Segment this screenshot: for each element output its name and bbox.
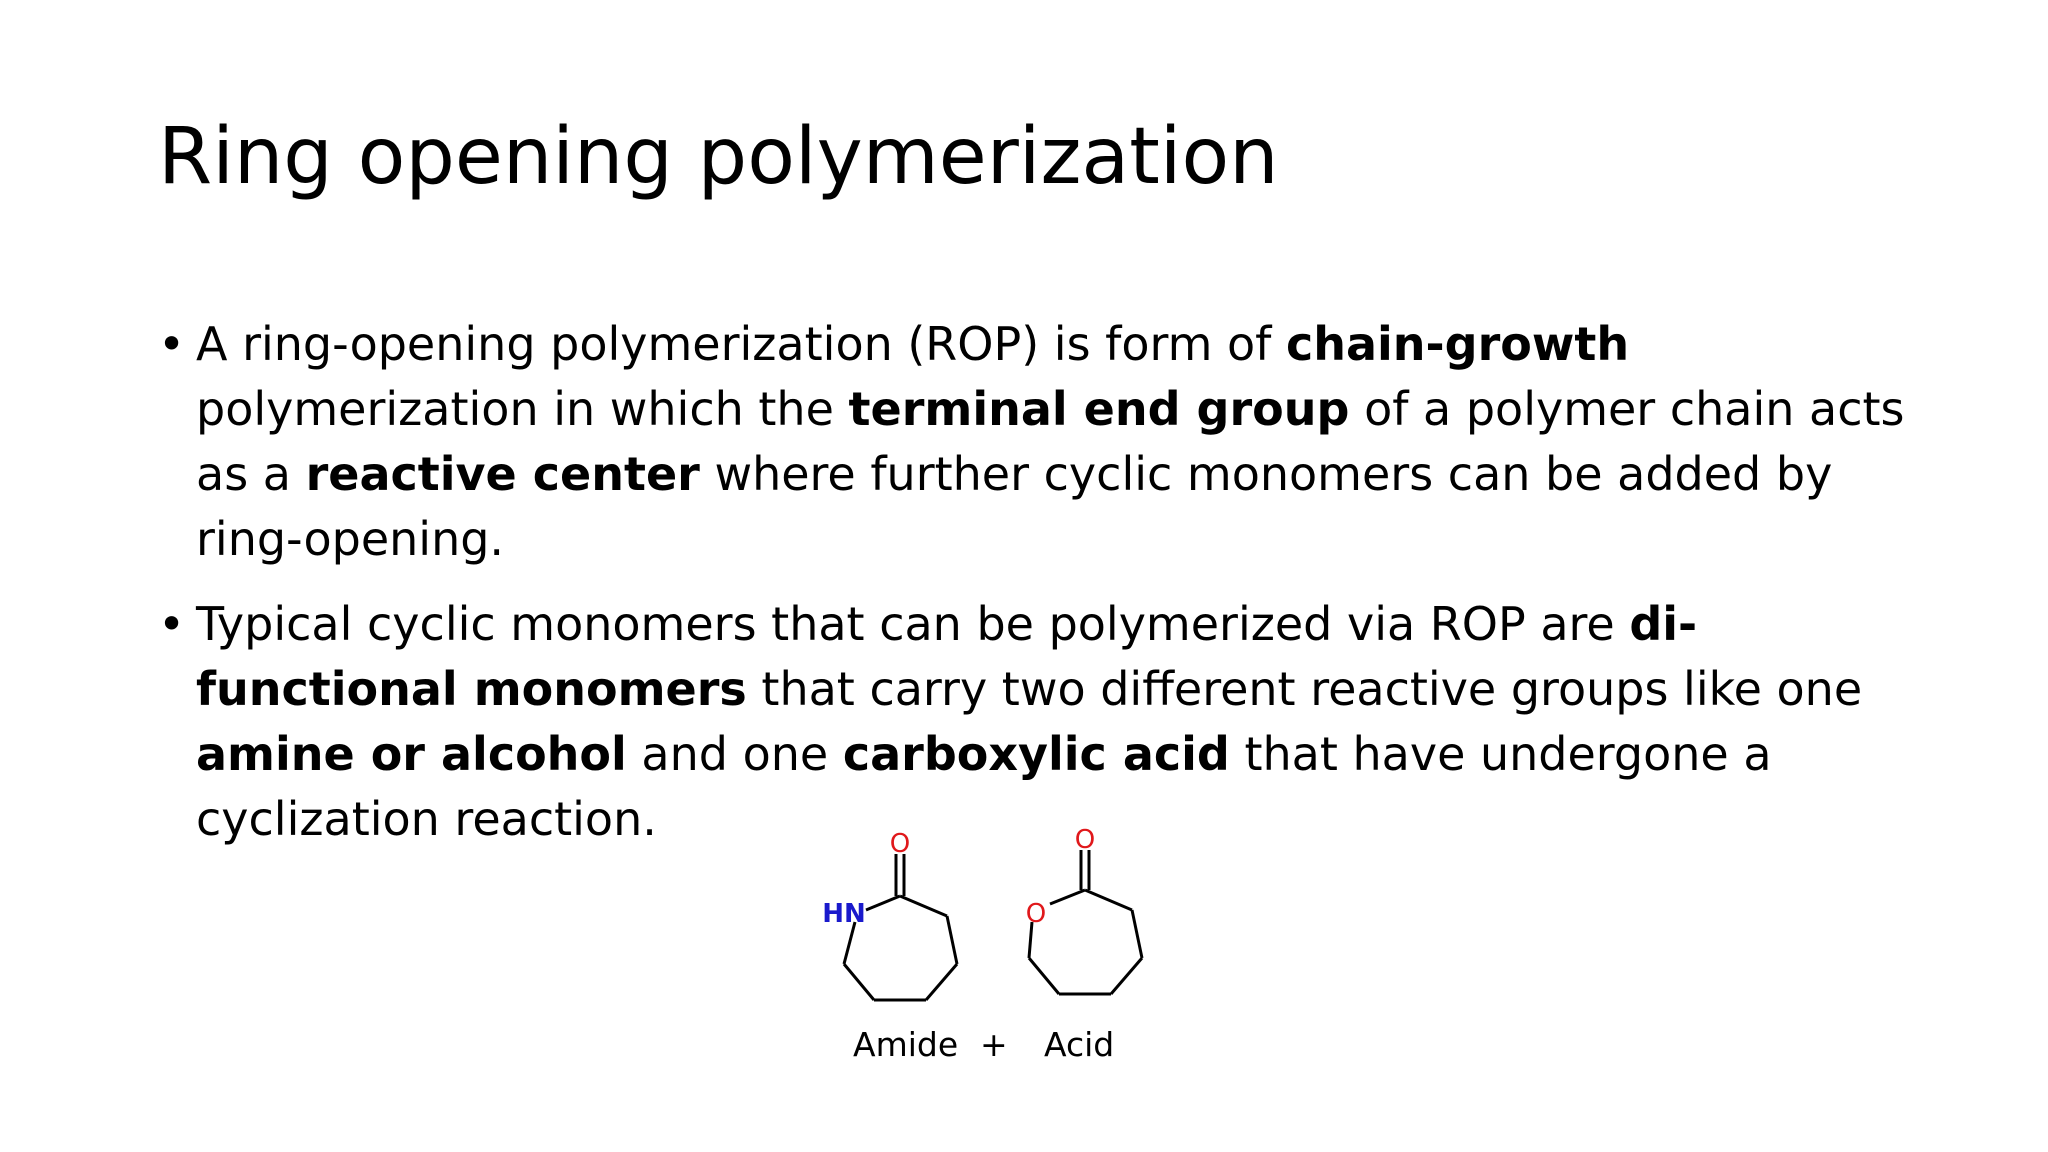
bullet-text-bold: amine or alcohol: [196, 727, 627, 781]
bullet-item: [158, 592, 1918, 852]
bullet-text-segment: and one: [626, 727, 843, 781]
bullet-text-bold: reactive center: [305, 447, 700, 501]
bullet-list: [158, 312, 1918, 872]
bullet-text-segment: A ring-opening polymerization (ROP) is form of: [196, 317, 1286, 371]
bullet-text-segment: where further cyclic monomers can be added by ring-opening.: [196, 447, 1833, 566]
carbonyl-oxygen-label: O: [889, 829, 911, 859]
bullet-text-bold: di-functional monomers: [196, 597, 1698, 716]
slide-title: Ring opening polymerization: [158, 112, 1279, 202]
caption-amide: Amide: [853, 1025, 959, 1064]
bullet-item: [158, 312, 1918, 572]
bullet-text-segment: that carry two different reactive groups like one: [746, 662, 1863, 716]
bullet-dot-icon: •: [158, 597, 186, 651]
bullet-text-segment: Typical cyclic monomers that can be polymerized via ROP are: [196, 597, 1630, 651]
caption-acid: Acid: [1044, 1025, 1115, 1064]
bullet-text-bold: chain-growth: [1285, 317, 1630, 371]
bullet-text-segment: polymerization in which the: [196, 382, 849, 436]
bullet-dot-icon: •: [158, 317, 186, 371]
bullet-text-segment: of a polymer chain acts as a: [196, 382, 1905, 501]
caption-plus: +: [980, 1025, 1008, 1064]
carbonyl-oxygen-label: O: [1074, 825, 1096, 855]
bullet-text-segment: that have undergone a cyclization reaction.: [196, 727, 1772, 846]
bullet-text-bold: terminal end group: [848, 382, 1350, 436]
ring-oxygen-label: O: [1025, 899, 1047, 929]
amine-label: HN: [822, 899, 866, 929]
bullet-text-bold: carboxylic acid: [842, 727, 1230, 781]
